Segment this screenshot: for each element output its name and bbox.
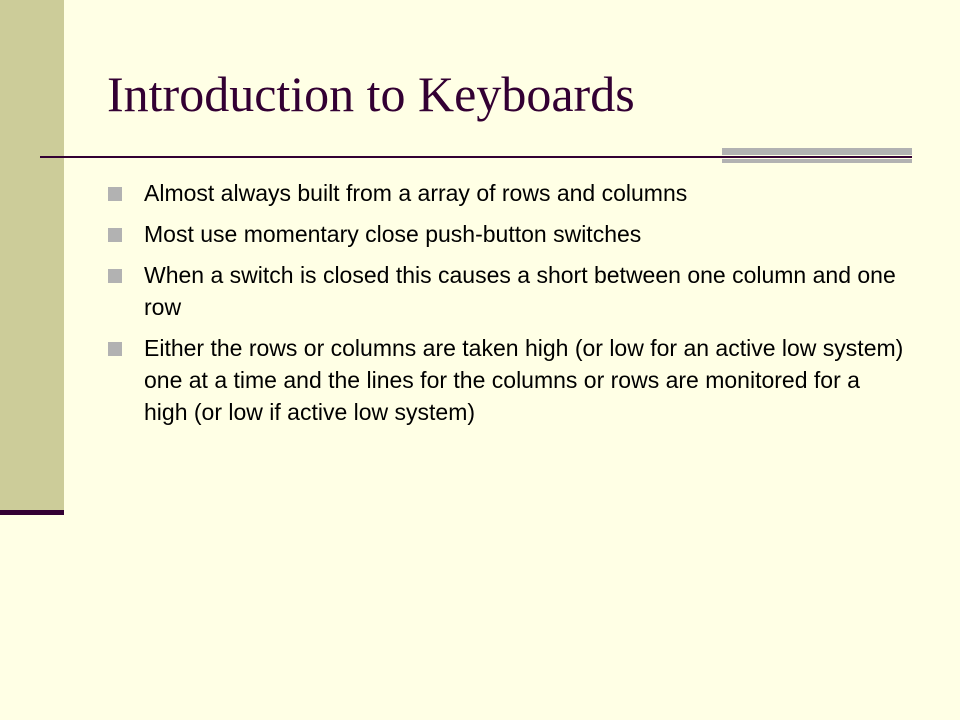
bullet-item <box>107 332 907 428</box>
bullet-item <box>107 218 907 250</box>
square-bullet-icon <box>108 342 122 356</box>
square-bullet-icon <box>108 228 122 242</box>
bullet-list <box>107 177 907 437</box>
left-band-underline <box>0 510 64 515</box>
bullet-text: Either the rows or columns are taken high (or low for an active low system) one at a time and the lines for the columns or rows are monitored for a high (or low if active low system) <box>144 335 904 425</box>
bullet-item <box>107 259 907 323</box>
title-divider-accent-lower <box>722 159 912 163</box>
square-bullet-icon <box>108 269 122 283</box>
bullet-text: When a switch is closed this causes a short between one column and one row <box>144 262 896 320</box>
title-divider-accent <box>722 148 912 155</box>
bullet-text: Most use momentary close push-button switches <box>144 221 642 247</box>
bullet-item <box>107 177 907 209</box>
square-bullet-icon <box>108 187 122 201</box>
left-decorative-band <box>0 0 64 510</box>
bullet-text: Almost always built from a array of rows and columns <box>144 180 688 206</box>
slide-title: Introduction to Keyboards <box>107 66 635 122</box>
title-divider-line <box>40 156 912 158</box>
